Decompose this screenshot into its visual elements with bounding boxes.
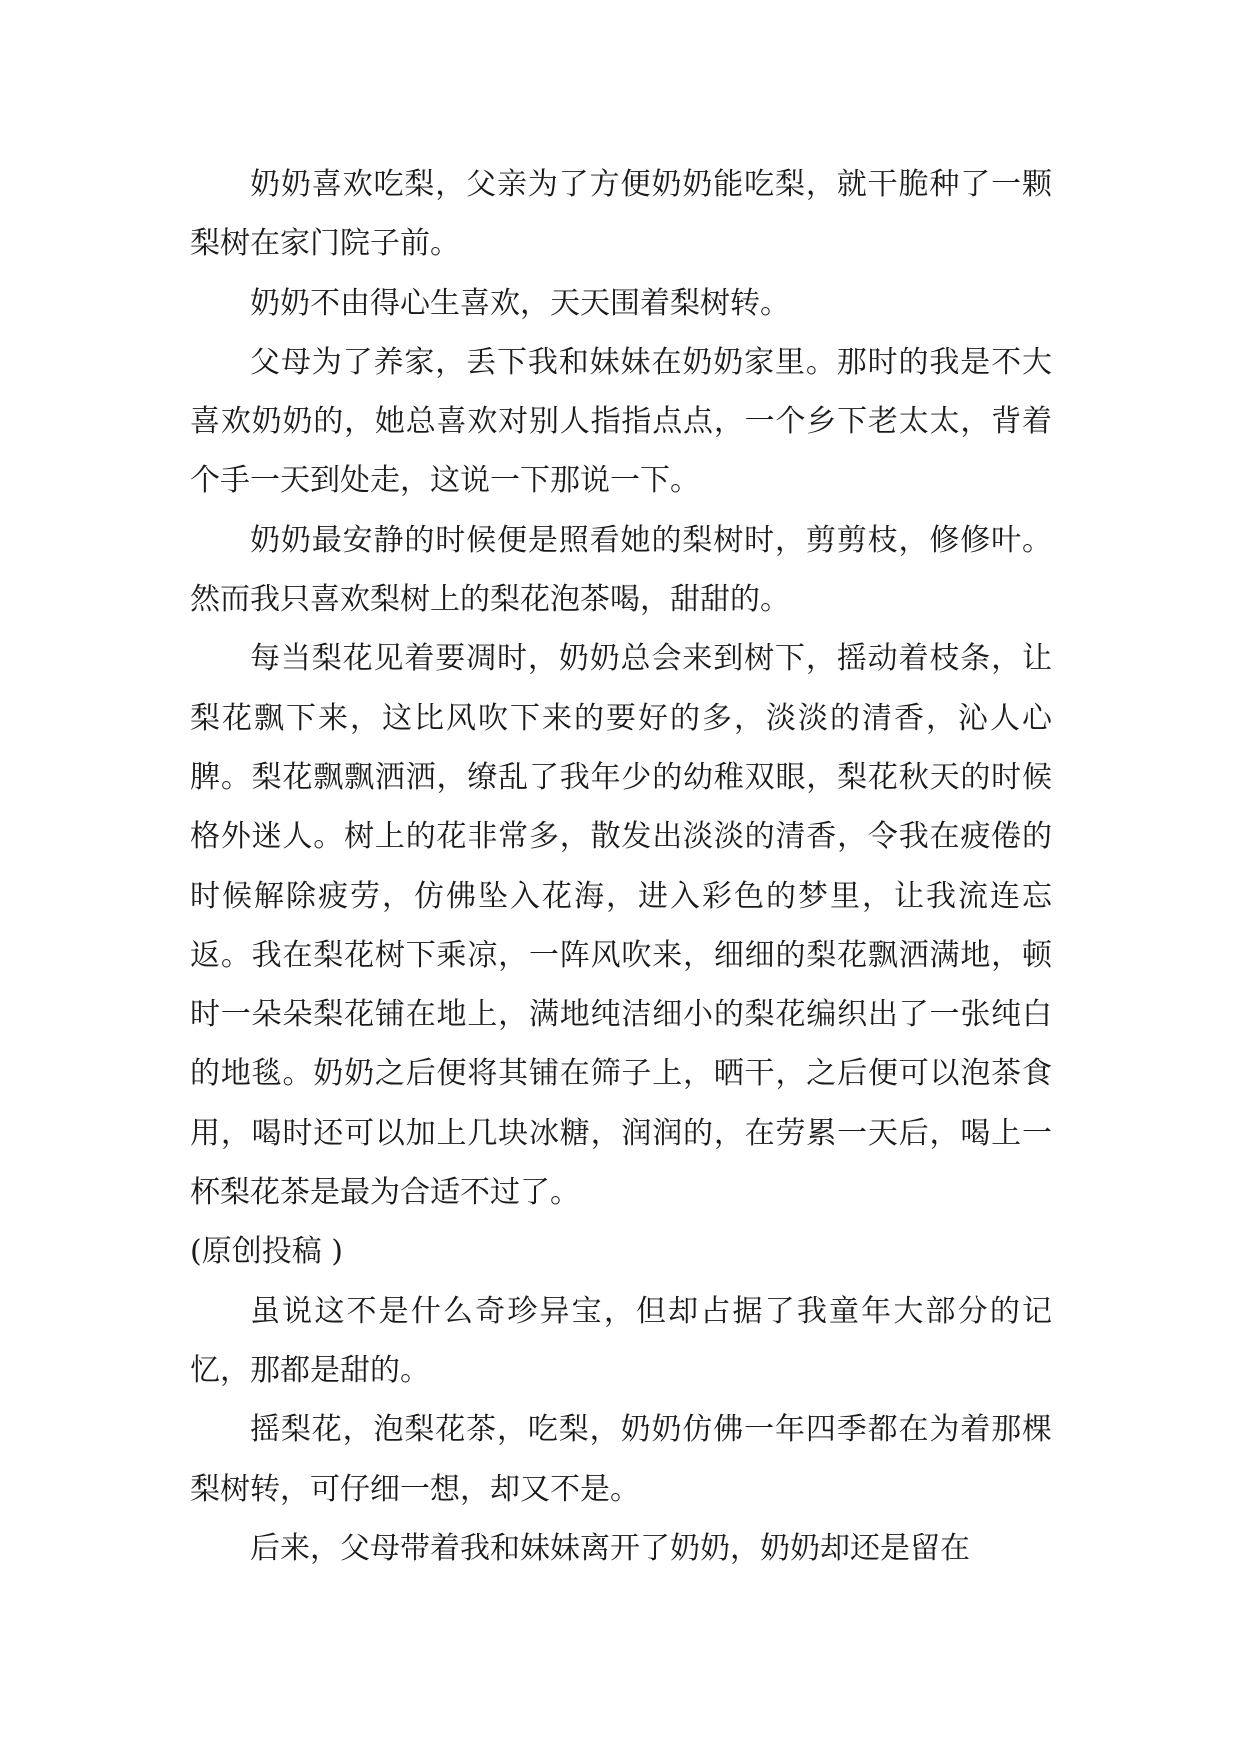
paragraph: 奶奶不由得心生喜欢，天天围着梨树转。: [250, 285, 790, 321]
paragraph: 摇梨花，泡梨花茶，吃梨，奶奶仿佛一年四季都在为着那棵梨树转，可仔细一想，却又不是。: [190, 1412, 1052, 1507]
paragraph: 奶奶最安静的时候便是照看她的梨树时，剪剪枝，修修叶。然而我只喜欢梨树上的梨花泡茶喝，甜甜的。: [190, 522, 1052, 618]
document-body: [190, 155, 1052, 1578]
source-note: (原创投稿 ): [190, 1234, 343, 1270]
paragraph: 虽说这不是什么奇珍异宝，但却占据了我童年大部分的记忆，那都是甜的。: [190, 1293, 1052, 1388]
paragraph: 父母为了养家，丢下我和妹妹在奶奶家里。那时的我是不大喜欢奶奶的，她总喜欢对别人指指点点，一个乡下老太太，背着个手一天到处走，这说一下那说一下。: [190, 344, 1052, 499]
paragraph: 后来，父母带着我和妹妹离开了奶奶，奶奶却还是留在: [250, 1530, 970, 1566]
paragraph: 奶奶喜欢吃梨，父亲为了方便奶奶能吃梨，就干脆种了一颗梨树在家门院子前。: [190, 167, 1052, 262]
paragraph: 每当梨花见着要凋时，奶奶总会来到树下，摇动着枝条，让梨花飘下来，这比风吹下来的要好的多，淡淡的清香，沁人心脾。梨花飘飘洒洒，缭乱了我年少的幼稚双眼，梨花秋天的时候格外迷人。树上的花非常多，散发出淡淡的清香，令我在疲倦的时候解除疲劳，仿佛坠入花海，进入彩色的梦里，让我流连忘返。我在梨花树下乘凉，一阵风吹来，细细的梨花飘洒满地，顿时一朵朵梨花铺在地上，满地纯洁细小的梨花编织出了一张纯白的地毯。奶奶之后便将其铺在筛子上，晒干，之后便可以泡茶食用，喝时还可以加上几块冰糖，润润的，在劳累一天后，喝上一杯梨花茶是最为合适不过了。: [190, 641, 1052, 1211]
